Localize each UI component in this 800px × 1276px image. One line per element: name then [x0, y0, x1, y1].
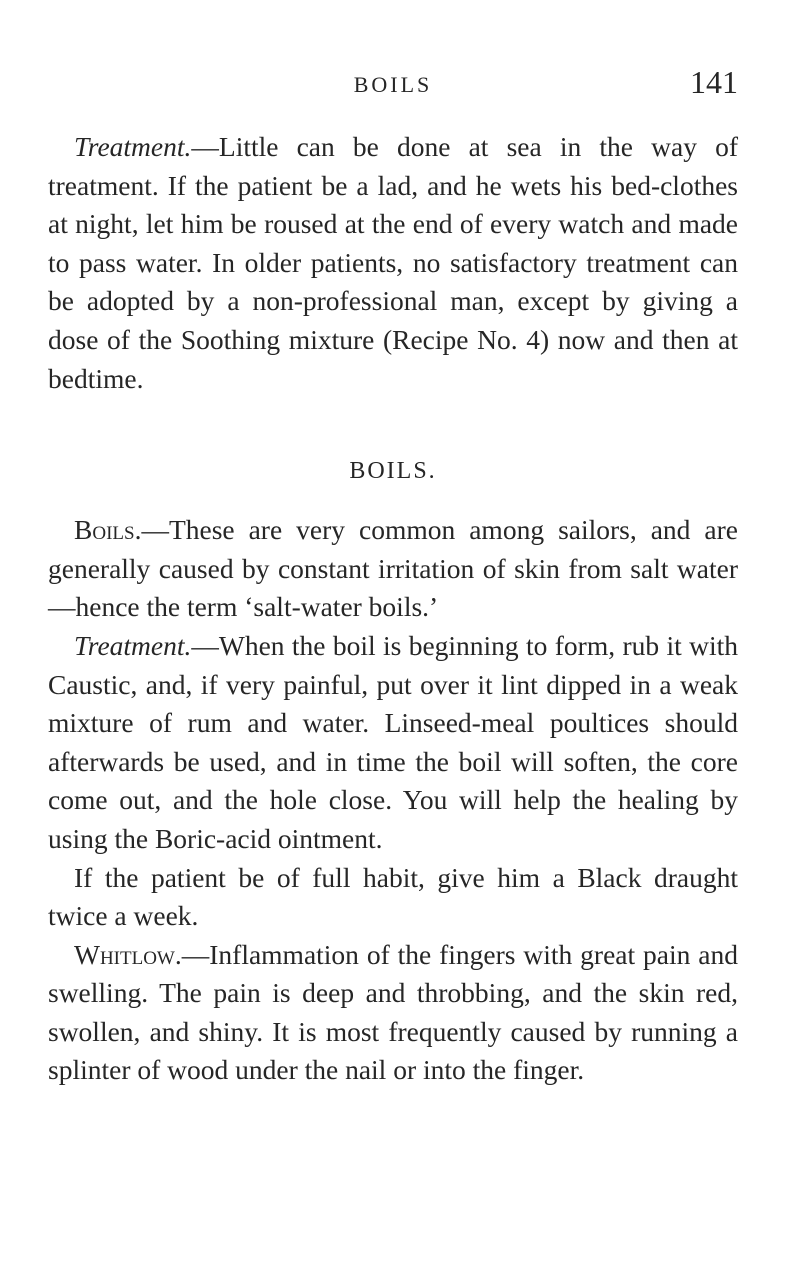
page-number: 141	[690, 64, 738, 100]
book-page	[48, 0, 738, 1276]
paragraph-whitlow	[48, 936, 738, 1090]
boils-treatment-label: Treatment.	[74, 629, 192, 661]
paragraph-boils-treatment	[48, 627, 738, 859]
treatment-text: —Little can be done at sea in the way of treatment. If the patient be a lad, and he wets his bed-clothes at night, let him be roused at the end of every watch and made to pass water. In older patients, no satisfactory treatment can be adopted by a non-professional man, except by giving a dose of the Soothing mixture (Recipe No. 4) now and then at bedtime.	[48, 131, 738, 394]
whitlow-text: —Inflammation of the fingers with great pain and swelling. The pain is deep and throbbing, and the skin red, swollen, and shiny. It is most frequently caused by running a splinter of wood under the nail or into the finger.	[48, 938, 738, 1086]
boils-treatment-text: —When the boil is beginning to form, rub it with Caustic, and, if very painful, put over it lint dipped in a weak mixture of rum and water. Linseed-meal poultices should afterwards be used, and in time the boil will soften, the core come out, and the hole close. You will help the healing by using the Boric-acid ointment.	[48, 629, 738, 854]
running-title: BOILS	[353, 72, 433, 97]
boils-label: Boils.	[74, 514, 142, 546]
section-heading-boils: BOILS.	[349, 458, 437, 485]
paragraph-full-habit	[48, 859, 738, 936]
running-head	[48, 0, 738, 112]
treatment-label: Treatment.	[74, 131, 192, 162]
whitlow-label: Whitlow.	[74, 938, 182, 970]
full-habit-text: If the patient be of full habit, give him a Black draught twice a week.	[48, 861, 738, 932]
paragraph-treatment-enuresis	[48, 128, 738, 398]
boils-text: —These are very common among sailors, and are generally caused by constant irritation of skin from salt water—hence the term ‘salt-water boils.’	[48, 514, 738, 623]
paragraph-boils	[48, 511, 738, 627]
